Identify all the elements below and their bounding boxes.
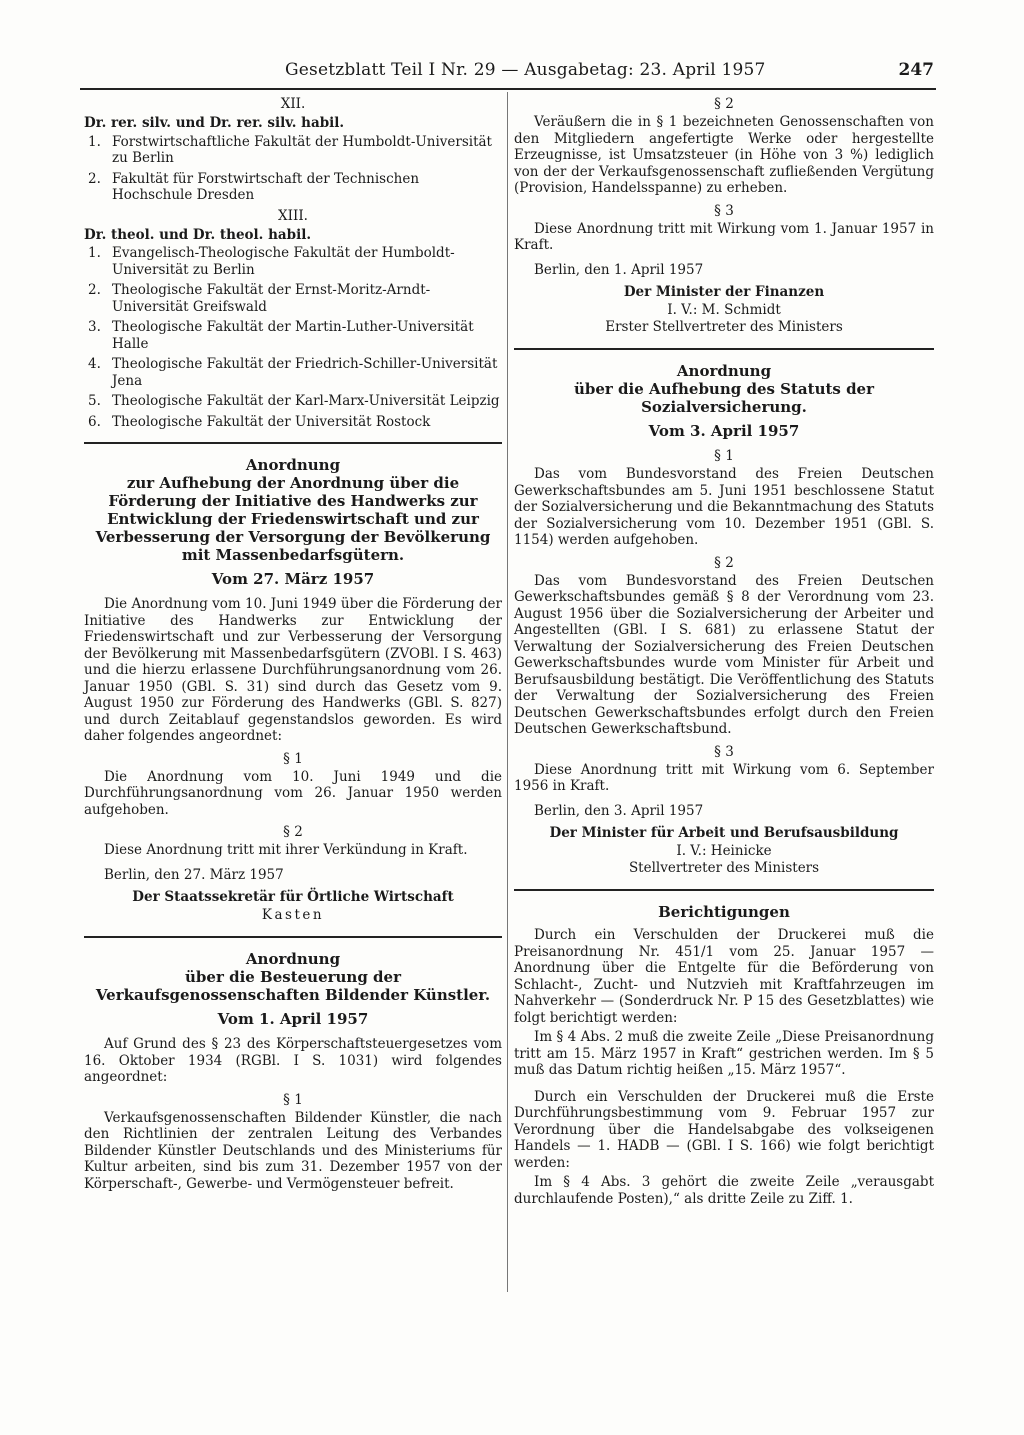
ordinance-preamble: Auf Grund des § 23 des Körperschaftsteuergesetzes vom 16. Oktober 1934 (RGBl. I S. 1031) wird folgendes angeordnet: [84, 1036, 502, 1085]
page-header [80, 60, 936, 86]
paragraph-label: § 3 [714, 743, 734, 760]
list-item [84, 319, 502, 352]
paragraph-text: Das vom Bundesvorstand des Freien Deutschen Gewerkschaftsbundes am 5. Juni 1951 beschlossene Statut der Sozialversicherung und die Bekanntmachung des Statuts der Sozialversicherung vom 10. Dezember 1951 (GBl. S. 1154) werden aufgehoben. [514, 466, 934, 548]
section-numeral: XIII. [278, 207, 308, 224]
item-text: Fakultät für Forstwirtschaft der Technischen Hochschule Dresden [112, 170, 420, 203]
place-date: Berlin, den 3. April 1957 [534, 802, 704, 819]
paragraph-label: § 1 [283, 750, 303, 767]
ordinance-handwerk [84, 456, 502, 924]
header-rule [80, 88, 936, 90]
correction-text: Im § 4 Abs. 2 muß die zweite Zeile „Diese Preisanordnung tritt am 15. März 1957 in Kraft“ gestrichen werden. Im § 5 muß das Datum richtig heißen „15. März 1957“. [514, 1029, 934, 1078]
section-xiii [84, 208, 502, 431]
item-number: 1. [88, 133, 101, 150]
ordinance-subject: über die Besteuerung der Verkaufsgenossenschaften Bildender Künstler. [95, 968, 491, 1004]
correction-text: Durch ein Verschulden der Druckerei muß die Preisanordnung Nr. 451/1 vom 25. Januar 1957 — Anordnung über die Entgelte für die Beförderung von Schlacht-, Zucht- und Nutzvieh mit Kraftfahrzeugen im Nahverkehr — (Sonderdruck Nr. P 15 des Gesetzblattes) wie folgt berichtigt werden: [514, 927, 934, 1026]
ordinance-date: Vom 27. März 1957 [211, 570, 375, 588]
page-number: 247 [898, 60, 934, 80]
item-number: 4. [88, 356, 101, 372]
section-numeral: XII. [280, 96, 306, 112]
signing-authority: Der Staatssekretär für Örtliche Wirtschaft [132, 889, 454, 905]
item-number: 2. [88, 282, 101, 298]
section-rule [84, 936, 502, 938]
column-divider [507, 92, 508, 1292]
signer-name: I. V.: Heinicke [676, 843, 772, 859]
paragraph-text: Diese Anordnung tritt mit Wirkung vom 1. Januar 1957 in Kraft. [514, 220, 934, 253]
paragraph-text: Diese Anordnung tritt mit Wirkung vom 6. September 1956 in Kraft. [514, 761, 934, 794]
list-item [84, 245, 502, 278]
degree-heading: Dr. rer. silv. und Dr. rer. silv. habil. [84, 115, 345, 131]
ordinance-sozialversicherung [514, 362, 934, 877]
ordinance-date: Vom 3. April 1957 [648, 422, 800, 440]
signing-authority: Der Minister für Arbeit und Berufsausbildung [549, 825, 899, 841]
section-rule [514, 348, 934, 350]
list-item [84, 171, 502, 204]
item-text: Forstwirtschaftliche Fakultät der Humboldt-Universität zu Berlin [112, 133, 492, 166]
right-column [514, 96, 934, 1207]
ordinance-subject: über die Aufhebung des Statuts der Sozialversicherung. [573, 380, 874, 416]
paragraph-label: § 1 [283, 1091, 303, 1108]
place-date: Berlin, den 1. April 1957 [534, 261, 704, 278]
correction-text: Im § 4 Abs. 3 gehört die zweite Zeile „verausgabt durchlaufende Posten),“ als dritte Zeile zu Ziff. 1. [514, 1174, 934, 1207]
item-number: 6. [88, 413, 101, 430]
list-item [84, 393, 502, 410]
ordinance-heading: Anordnung [245, 456, 341, 474]
item-text: Theologische Fakultät der Friedrich-Schiller-Universität Jena [112, 356, 498, 389]
item-text: Theologische Fakultät der Martin-Luther-Universität Halle [112, 319, 474, 352]
list-item [84, 282, 502, 315]
list-item [84, 356, 502, 389]
item-number: 2. [88, 170, 101, 187]
section-xii [84, 96, 502, 204]
item-number: 5. [88, 393, 101, 409]
gazette-title: Gesetzblatt Teil I Nr. 29 — Ausgabetag: 23. April 1957 [285, 60, 766, 80]
ordinance-date: Vom 1. April 1957 [217, 1010, 369, 1028]
corrections [514, 903, 934, 1207]
correction-text: Durch ein Verschulden der Druckerei muß die Erste Durchführungsbestimmung vom 9. Februar 1957 zur Verordnung über die Handelsabgabe des volkseigenen Handels — 1. HADB — (GBl. I S. 166) wie folgt berichtigt werden: [514, 1088, 934, 1171]
paragraph-label: § 2 [283, 824, 303, 840]
item-text: Theologische Fakultät der Karl-Marx-Universität Leipzig [112, 393, 500, 409]
section-rule [514, 889, 934, 891]
item-number: 1. [88, 245, 101, 261]
paragraph-label: § 2 [714, 96, 734, 112]
ordinance-heading: Anordnung [676, 362, 772, 380]
place-date: Berlin, den 27. März 1957 [104, 866, 284, 883]
signing-authority: Der Minister der Finanzen [623, 284, 825, 300]
signer-title: Erster Stellvertreter des Ministers [605, 319, 843, 335]
paragraph-text: Das vom Bundesvorstand des Freien Deutschen Gewerkschaftsbundes gemäß § 8 der Verordnung vom 23. August 1956 über die Sozialversicherung der Arbeiter und Angestellten (GBl. I S. 681) zu erlassene Statut der Verwaltung der Sozialversicherung des Freien Deutschen Gewerkschaftsbundes wurde vom Minister für Arbeit und Berufsausbildung bestätigt. Die Veröffentlichung des Statuts der Verwaltung der Sozialversicherung des Freien Deutschen Gewerkschaftsbundes erfolgt durch den Freien Deutschen Gewerkschaftsbund. [514, 572, 934, 737]
paragraph-text: Verkaufsgenossenschaften Bildender Künstler, die nach den Richtlinien der zentralen Leitung des Verbandes Bildender Künstler Deutschlands und des Ministeriums für Kultur arbeiten, sind bis zum 31. Dezember 1957 von der Körperschaft-, Gewerbe- und Vermögensteuer befreit. [84, 1109, 502, 1192]
signer-name: Kasten [261, 907, 325, 923]
paragraph-text: Diese Anordnung tritt mit ihrer Verkündung in Kraft. [104, 842, 468, 858]
section-rule [84, 442, 502, 444]
degree-heading: Dr. theol. und Dr. theol. habil. [84, 226, 312, 243]
item-text: Theologische Fakultät der Universität Rostock [112, 413, 431, 430]
item-number: 3. [88, 319, 101, 335]
ordinance-besteuerung [84, 950, 502, 1192]
item-text: Theologische Fakultät der Ernst-Moritz-Arndt-Universität Greifswald [112, 282, 431, 315]
signer-name: I. V.: M. Schmidt [667, 302, 781, 318]
paragraph-text: Die Anordnung vom 10. Juni 1949 und die Durchführungsanordnung vom 26. Januar 1950 werden aufgehoben. [84, 768, 502, 818]
ordinance-subject: zur Aufhebung der Anordnung über die Förderung der Initiative des Handwerks zur Entwicklung der Friedenswirtschaft und zur Verbesserung der Versorgung der Bevölkerung mit Massenbedarfsgütern. [95, 474, 491, 564]
ordinance-heading: Anordnung [245, 950, 341, 968]
list-item [84, 134, 502, 167]
paragraph-label: § 3 [714, 202, 734, 219]
list-item [84, 414, 502, 431]
corrections-heading: Berichtigungen [658, 903, 790, 921]
signer-title: Stellvertreter des Ministers [628, 860, 820, 876]
ordinance-besteuerung-continued [514, 96, 934, 336]
item-text: Evangelisch-Theologische Fakultät der Humboldt-Universität zu Berlin [112, 245, 455, 278]
paragraph-text: Veräußern die in § 1 bezeichneten Genossenschaften von den Mitgliedern angefertigte Werke oder hergestellte Erzeugnisse, ist Umsatzsteuer (in Höhe von 3 %) lediglich von der der Verkaufsgenossenschaft zufließenden Vergütung (Provision, Handelsspanne) zu erheben. [514, 114, 934, 196]
paragraph-label: § 2 [714, 554, 734, 571]
left-column [84, 96, 502, 1192]
ordinance-preamble: Die Anordnung vom 10. Juni 1949 über die Förderung der Initiative des Handwerks zur Entwicklung der Friedenswirtschaft und zur Verbesserung der Versorgung der Bevölkerung mit Massenbedarfsgütern (ZVOBl. I S. 463) und die hierzu erlassene Durchführungsanordnung vom 26. Januar 1950 (GBl. S. 31) sind durch das Gesetz vom 9. August 1950 zur Förderung des Handwerks (GBl. S. 827) und durch Zeitablauf gegenstandslos geworden. Es wird daher folgendes angeordnet: [84, 596, 502, 744]
paragraph-label: § 1 [714, 448, 734, 464]
